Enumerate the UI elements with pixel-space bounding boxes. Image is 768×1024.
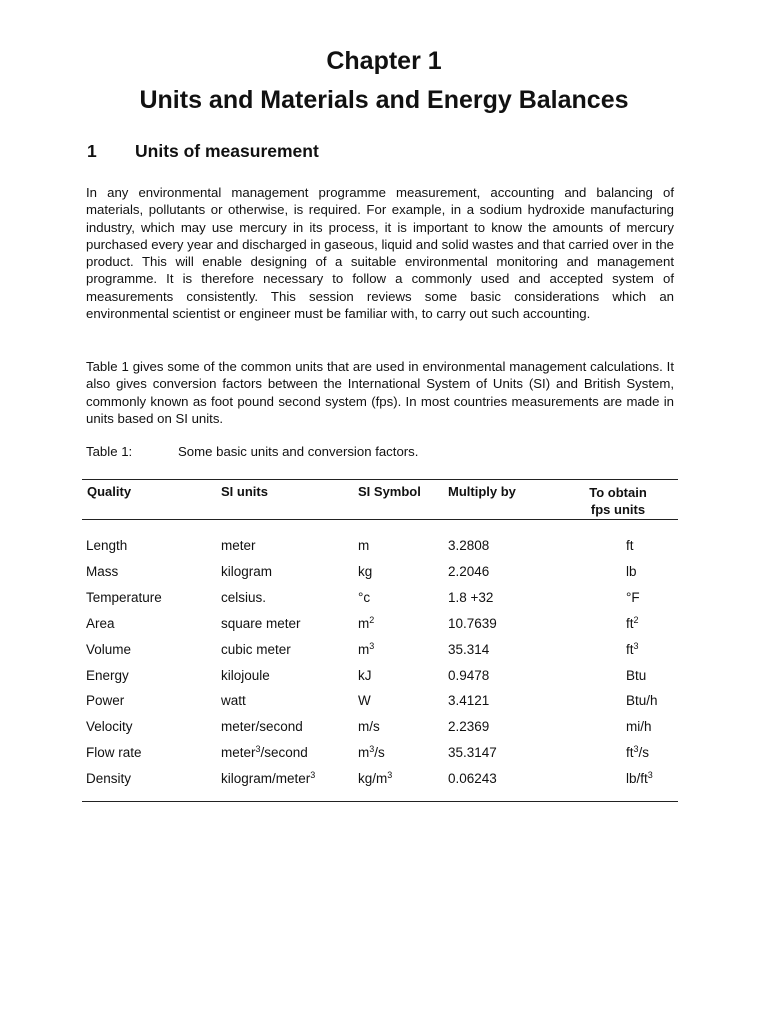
cell-multiply-by-text: 3.4121 — [448, 693, 490, 709]
cell-si-unit-text: meter — [221, 745, 256, 761]
cell-fps-unit-text: Btu — [626, 667, 647, 683]
header-si-units: SI units — [221, 484, 268, 499]
cell-quality-text: Density — [86, 771, 132, 787]
cell-quality — [86, 719, 133, 734]
cell-si-symbol-text: m/s — [358, 719, 380, 735]
cell-si-unit-text: watt — [221, 693, 246, 709]
cell-fps-unit-superscript: 3 — [633, 640, 639, 651]
cell-si-symbol-superscript: 3 — [369, 640, 375, 651]
cell-multiply-by-text: 1.8 +32 — [448, 589, 494, 605]
cell-si-symbol-text: m — [358, 615, 370, 631]
cell-quality — [86, 590, 162, 605]
cell-si-symbol — [358, 719, 380, 734]
table-caption-text: Some basic units and conversion factors. — [178, 444, 419, 459]
cell-fps-unit — [626, 616, 639, 631]
cell-fps-unit-suffix: /s — [638, 745, 650, 761]
cell-fps-unit — [626, 642, 639, 657]
cell-fps-unit — [626, 745, 649, 760]
cell-si-unit-superscript: 3 — [255, 744, 261, 755]
cell-si-symbol — [358, 745, 385, 760]
cell-quality-text: Flow rate — [86, 745, 142, 761]
cell-quality — [86, 668, 129, 683]
cell-si-symbol — [358, 538, 369, 553]
cell-quality-text: Mass — [86, 563, 119, 579]
cell-multiply-by-text: 35.3147 — [448, 745, 497, 761]
cell-si-symbol-suffix: /s — [374, 745, 385, 761]
table-bottom-rule — [82, 801, 678, 802]
cell-fps-unit-text: Btu/h — [626, 693, 658, 709]
cell-si-symbol-superscript: 2 — [369, 614, 375, 625]
cell-fps-unit — [626, 590, 640, 605]
cell-si-unit-text: kilogram/meter — [221, 771, 311, 787]
cell-si-unit-text: celsius. — [221, 589, 267, 605]
cell-fps-unit-text: mi/h — [626, 719, 652, 735]
cell-fps-unit-text: lb — [626, 563, 637, 579]
cell-si-unit-text: kilojoule — [221, 667, 270, 683]
cell-si-symbol-text: m — [358, 641, 370, 657]
header-multiply-by: Multiply by — [448, 484, 516, 499]
cell-multiply-by — [448, 538, 489, 553]
cell-si-symbol — [358, 564, 372, 579]
header-to-obtain-line2: fps units — [590, 502, 646, 517]
cell-quality — [86, 616, 115, 631]
cell-multiply-by — [448, 642, 489, 657]
cell-fps-unit-superscript: 2 — [633, 614, 639, 625]
cell-quality-text: Energy — [86, 667, 129, 683]
cell-multiply-by-text: 2.2369 — [448, 719, 490, 735]
cell-si-symbol — [358, 642, 374, 657]
cell-multiply-by-text: 0.9478 — [448, 667, 490, 683]
cell-si-symbol-text: kg — [358, 563, 373, 579]
table-intro-paragraph: Table 1 gives some of the common units that are used in environmental management calculations. It also gives conversion factors between the International System of Units (SI) and British System, commonly known as foot pound second system (fps). In most countries measurements are made in units based on SI units. — [86, 359, 674, 426]
section-heading — [87, 141, 319, 162]
header-quality: Quality — [87, 484, 132, 499]
cell-fps-unit — [626, 693, 658, 708]
cell-si-unit — [221, 616, 301, 631]
cell-multiply-by — [448, 745, 497, 760]
cell-si-symbol — [358, 590, 370, 605]
cell-si-unit — [221, 693, 246, 708]
cell-si-symbol — [358, 771, 392, 786]
cell-si-unit — [221, 642, 291, 657]
cell-si-symbol — [358, 616, 374, 631]
cell-fps-unit-text: ft — [626, 745, 634, 761]
cell-si-symbol — [358, 668, 372, 683]
cell-si-unit-superscript: 3 — [310, 770, 316, 781]
cell-si-unit-text: meter — [221, 538, 256, 553]
cell-si-unit — [221, 719, 303, 734]
cell-si-symbol-text: °c — [358, 589, 371, 605]
cell-multiply-by — [448, 719, 489, 734]
cell-multiply-by-text: 0.06243 — [448, 771, 497, 787]
cell-quality-text: Temperature — [86, 589, 162, 605]
cell-multiply-by — [448, 590, 493, 605]
chapter-heading: Chapter 1 — [326, 47, 442, 75]
cell-multiply-by — [448, 693, 489, 708]
cell-fps-unit-superscript: 3 — [647, 770, 653, 781]
cell-si-unit-text: cubic meter — [221, 641, 291, 657]
cell-quality — [86, 564, 118, 579]
cell-fps-unit — [626, 564, 637, 579]
cell-si-unit — [221, 590, 266, 605]
table-caption — [86, 444, 418, 459]
cell-si-symbol-superscript: 3 — [387, 770, 393, 781]
table-header-rule — [82, 519, 678, 520]
cell-multiply-by-text: 3.2808 — [448, 538, 490, 553]
table-caption-label: Table 1: — [86, 444, 133, 459]
cell-fps-unit-text: ft — [626, 615, 634, 631]
cell-quality-text: Length — [86, 538, 128, 553]
header-si-symbol: SI Symbol — [358, 484, 421, 499]
section-number: 1 — [87, 141, 97, 161]
cell-si-unit — [221, 668, 270, 683]
cell-si-unit-suffix: /second — [260, 745, 308, 761]
cell-si-unit-text: kilogram — [221, 563, 273, 579]
cell-multiply-by — [448, 564, 489, 579]
cell-si-symbol-text: W — [358, 693, 371, 709]
cell-fps-unit — [626, 771, 653, 786]
cell-multiply-by-text: 10.7639 — [448, 615, 497, 631]
cell-quality — [86, 538, 127, 553]
cell-quality-text: Volume — [86, 641, 132, 657]
cell-fps-unit-text: ft — [626, 538, 634, 553]
cell-fps-unit — [626, 668, 646, 683]
cell-fps-unit-superscript: 3 — [633, 744, 639, 755]
cell-si-symbol — [358, 693, 371, 708]
cell-multiply-by — [448, 616, 497, 631]
cell-si-symbol-text: m — [358, 745, 370, 761]
cell-fps-unit-text: ft — [626, 641, 634, 657]
cell-si-unit-text: square meter — [221, 615, 301, 631]
cell-multiply-by — [448, 668, 489, 683]
cell-fps-unit-text: °F — [626, 589, 640, 605]
cell-si-unit — [221, 745, 308, 760]
cell-si-symbol-text: kJ — [358, 667, 372, 683]
cell-quality — [86, 642, 131, 657]
chapter-title: Units and Materials and Energy Balances — [139, 86, 629, 114]
cell-multiply-by-text: 35.314 — [448, 641, 490, 657]
cell-si-unit — [221, 771, 315, 786]
cell-si-symbol-superscript: 3 — [369, 744, 375, 755]
cell-fps-unit-text: lb/ft — [626, 771, 648, 787]
intro-paragraph: In any environmental management programme measurement, accounting and balancing of materials, pollutants or otherwise, is required. For example, in a sodium hydroxide manufacturing industry, which may use mercury in its process, it is important to know the amounts of mercury purchased every year and discharged in gaseous, liquid and solid wastes and that carried over in the product. This will enable designing of a suitable environmental monitoring and management programme. It is therefore necessary to follow a commonly used and accepted system of measurements consistently. This session reviews some basic considerations which an environmental scientist or engineer must be familiar with, to carry out such accounting. — [86, 185, 674, 322]
section-title: Units of measurement — [135, 141, 319, 161]
table-top-rule — [82, 479, 678, 480]
cell-multiply-by — [448, 771, 497, 786]
header-to-obtain — [566, 484, 670, 518]
cell-quality — [86, 693, 124, 708]
cell-quality-text: Area — [86, 615, 115, 631]
cell-multiply-by-text: 2.2046 — [448, 563, 490, 579]
cell-quality-text: Velocity — [86, 719, 133, 735]
cell-quality-text: Power — [86, 693, 125, 709]
cell-quality — [86, 771, 131, 786]
cell-quality — [86, 745, 142, 760]
header-to-obtain-line1: To obtain — [589, 485, 647, 500]
cell-si-unit — [221, 538, 256, 553]
cell-si-symbol-text: m — [358, 538, 370, 553]
cell-si-unit-text: meter/second — [221, 719, 303, 735]
cell-si-unit — [221, 564, 272, 579]
cell-fps-unit — [626, 719, 652, 734]
cell-fps-unit — [626, 538, 634, 553]
cell-si-symbol-text: kg/m — [358, 771, 388, 787]
